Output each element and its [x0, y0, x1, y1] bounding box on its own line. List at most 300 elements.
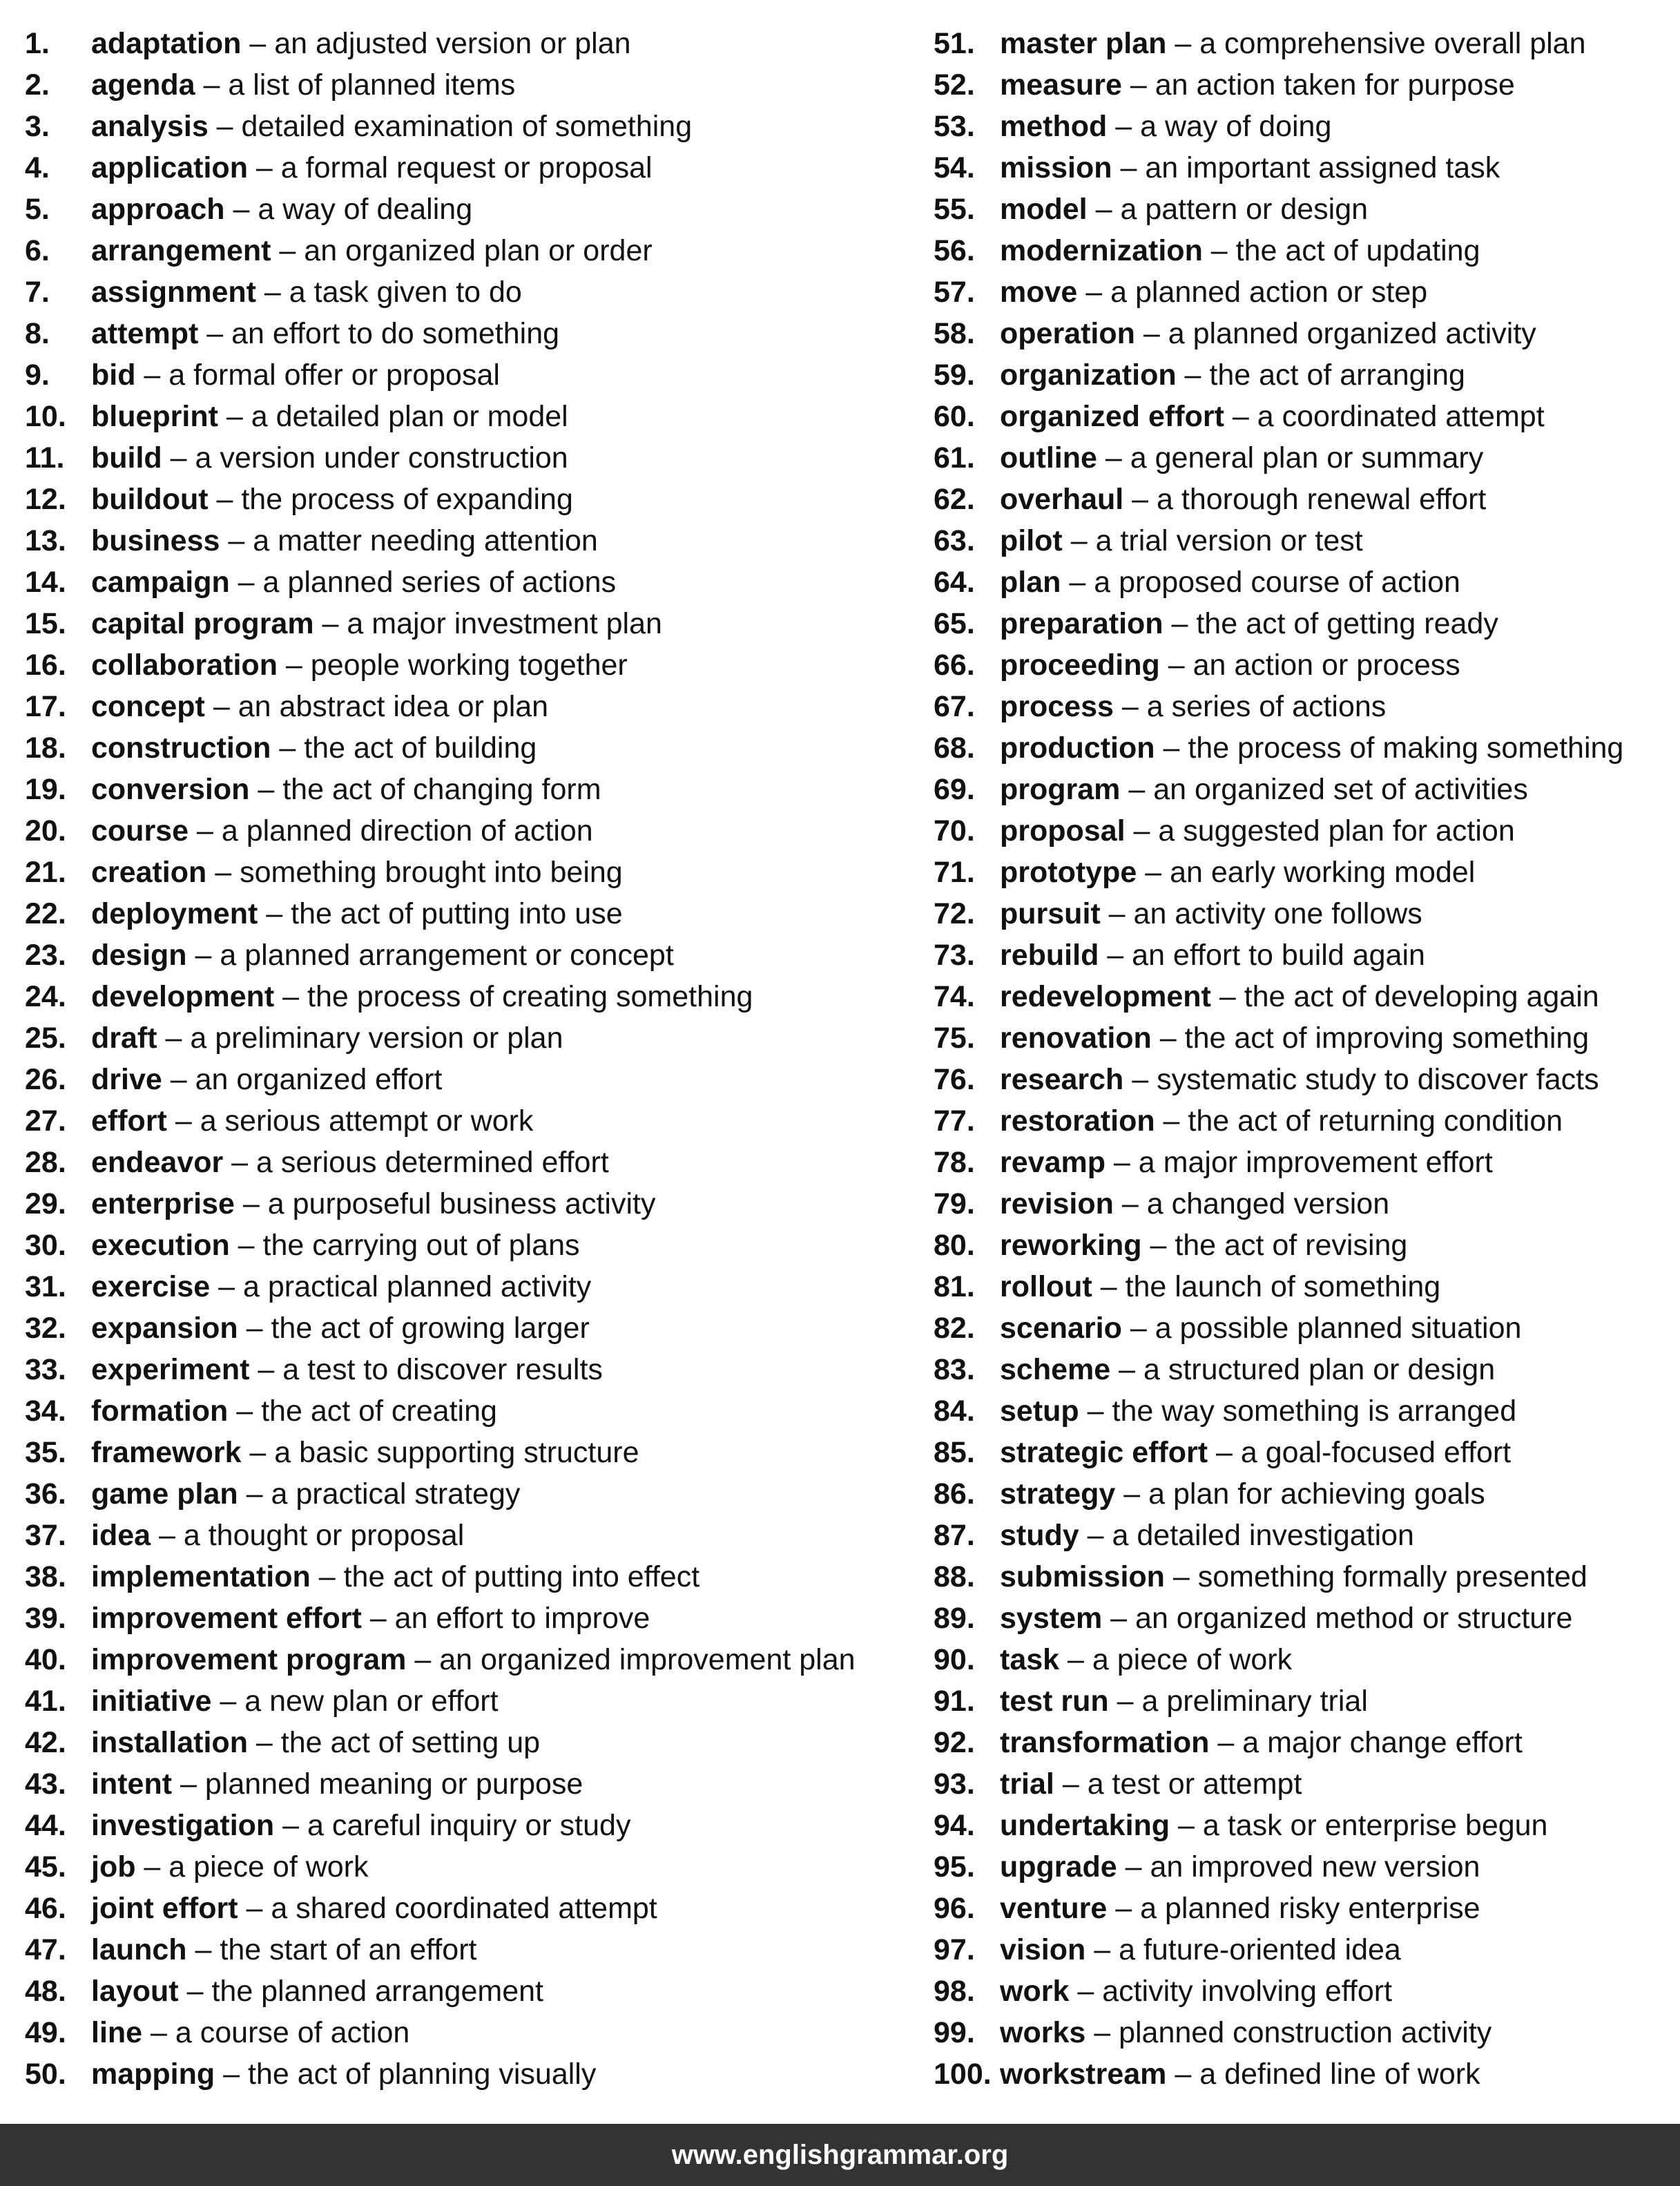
- item-definition: an important assigned task: [1145, 151, 1500, 184]
- item-term: initiative: [91, 1685, 212, 1718]
- item-separator: –: [249, 1353, 283, 1386]
- item-number: 64.: [934, 566, 975, 599]
- item-number: 81.: [934, 1270, 975, 1303]
- item-term: submission: [1000, 1560, 1165, 1593]
- list-item: [934, 1432, 1672, 1473]
- item-number: 82.: [934, 1312, 975, 1345]
- list-item: [25, 1349, 909, 1390]
- item-term: operation: [1000, 317, 1135, 350]
- list-item: [934, 479, 1672, 520]
- item-separator: –: [1110, 1353, 1143, 1386]
- item-number: 46.: [25, 1892, 66, 1925]
- item-definition: a shared coordinated attempt: [271, 1892, 657, 1925]
- item-term: mission: [1000, 151, 1112, 184]
- item-separator: –: [206, 856, 240, 889]
- item-term: pursuit: [1000, 897, 1101, 930]
- item-definition: the planned arrangement: [211, 1975, 543, 2008]
- item-separator: –: [277, 649, 311, 682]
- item-definition: the act of getting ready: [1196, 607, 1498, 640]
- item-number: 85.: [934, 1436, 975, 1469]
- list-item: [934, 520, 1672, 562]
- item-term: works: [1000, 2016, 1086, 2049]
- item-separator: –: [1079, 1394, 1112, 1428]
- list-item: [25, 686, 909, 727]
- item-term: master plan: [1000, 27, 1167, 60]
- item-term: transformation: [1000, 1726, 1210, 1759]
- list-item: [934, 271, 1672, 313]
- list-item: [934, 893, 1672, 934]
- list-item: [934, 603, 1672, 644]
- item-term: vision: [1000, 1933, 1086, 1966]
- item-number: 59.: [934, 358, 975, 392]
- item-number: 91.: [934, 1685, 975, 1718]
- item-term: workstream: [1000, 2058, 1167, 2091]
- item-term: attempt: [91, 317, 199, 350]
- item-definition: a task given to do: [289, 276, 522, 309]
- list-item: [934, 396, 1672, 437]
- item-definition: a series of actions: [1146, 690, 1387, 723]
- item-number: 3.: [25, 110, 50, 143]
- item-separator: –: [1123, 1063, 1157, 1096]
- item-number: 26.: [25, 1063, 66, 1096]
- item-term: work: [1000, 1975, 1070, 2008]
- item-separator: –: [1163, 607, 1197, 640]
- item-term: game plan: [91, 1477, 238, 1511]
- item-definition: a trial version or test: [1095, 524, 1363, 557]
- item-term: rollout: [1000, 1270, 1092, 1303]
- item-term: application: [91, 151, 248, 184]
- list-item: [25, 479, 909, 520]
- item-separator: –: [241, 1436, 275, 1469]
- list-item: [934, 1390, 1672, 1432]
- list-item: [934, 1639, 1672, 1680]
- footer-url[interactable]: www.englishgrammar.org: [671, 2140, 1009, 2170]
- item-definition: a way of doing: [1140, 110, 1332, 143]
- item-separator: –: [249, 773, 283, 806]
- word-list-left-column: [25, 23, 909, 2095]
- item-number: 78.: [934, 1146, 975, 1179]
- item-separator: –: [1224, 400, 1257, 433]
- item-number: 73.: [934, 939, 975, 972]
- item-separator: –: [151, 1519, 184, 1552]
- item-term: capital program: [91, 607, 314, 640]
- item-separator: –: [1107, 110, 1141, 143]
- item-term: investigation: [91, 1809, 275, 1842]
- item-term: organized effort: [1000, 400, 1224, 433]
- item-separator: –: [1085, 1933, 1119, 1966]
- item-number: 45.: [25, 1850, 66, 1883]
- item-separator: –: [210, 1270, 243, 1303]
- item-definition: something formally presented: [1197, 1560, 1587, 1593]
- item-number: 52.: [934, 68, 975, 102]
- item-term: prototype: [1000, 856, 1137, 889]
- item-definition: a matter needing attention: [253, 524, 598, 557]
- list-item: [25, 603, 909, 644]
- item-number: 53.: [934, 110, 975, 143]
- list-item: [25, 1142, 909, 1183]
- item-number: 92.: [934, 1726, 975, 1759]
- list-item: [25, 810, 909, 852]
- item-number: 49.: [25, 2016, 66, 2049]
- item-definition: a serious determined effort: [256, 1146, 609, 1179]
- list-item: [25, 1266, 909, 1307]
- item-number: 17.: [25, 690, 66, 723]
- list-item: [25, 562, 909, 603]
- item-separator: –: [1102, 1602, 1136, 1635]
- list-item: [25, 976, 909, 1017]
- item-term: reworking: [1000, 1229, 1142, 1262]
- item-term: redevelopment: [1000, 980, 1211, 1013]
- item-number: 42.: [25, 1726, 66, 1759]
- item-definition: a changed version: [1146, 1187, 1390, 1220]
- item-term: trial: [1000, 1767, 1054, 1801]
- list-item: [934, 1100, 1672, 1142]
- item-number: 50.: [25, 2058, 66, 2091]
- item-term: effort: [91, 1104, 167, 1138]
- item-term: scheme: [1000, 1353, 1111, 1386]
- item-definition: the launch of something: [1125, 1270, 1441, 1303]
- item-number: 54.: [934, 151, 975, 184]
- list-item: [934, 769, 1672, 810]
- list-item: [25, 1556, 909, 1598]
- item-number: 33.: [25, 1353, 66, 1386]
- list-item: [934, 1929, 1672, 1971]
- list-item: [934, 1722, 1672, 1763]
- list-item: [934, 1349, 1672, 1390]
- item-separator: –: [1113, 1187, 1147, 1220]
- item-definition: the act of arranging: [1209, 358, 1465, 392]
- item-separator: –: [238, 1312, 271, 1345]
- item-definition: a purposeful business activity: [267, 1187, 656, 1220]
- item-separator: –: [1135, 317, 1168, 350]
- item-term: exercise: [91, 1270, 211, 1303]
- item-separator: –: [1108, 1685, 1142, 1718]
- item-separator: –: [1166, 2058, 1200, 2091]
- item-number: 44.: [25, 1809, 66, 1842]
- item-separator: –: [258, 897, 291, 930]
- item-term: framework: [91, 1436, 242, 1469]
- word-list-right-column: [934, 23, 1672, 2095]
- item-separator: –: [247, 1726, 281, 1759]
- item-number: 96.: [934, 1892, 975, 1925]
- list-item: [25, 313, 909, 354]
- item-separator: –: [313, 607, 347, 640]
- item-separator: –: [157, 1022, 191, 1055]
- item-term: production: [1000, 731, 1155, 765]
- item-term: collaboration: [91, 649, 278, 682]
- item-number: 84.: [934, 1394, 975, 1428]
- item-definition: the act of changing form: [282, 773, 601, 806]
- item-term: expansion: [91, 1312, 238, 1345]
- list-item: [25, 1432, 909, 1473]
- item-separator: –: [1209, 1726, 1243, 1759]
- item-separator: –: [1164, 1560, 1198, 1593]
- item-definition: a comprehensive overall plan: [1199, 27, 1586, 60]
- item-number: 76.: [934, 1063, 975, 1096]
- list-item: [25, 147, 909, 189]
- item-term: test run: [1000, 1685, 1109, 1718]
- list-item: [25, 1225, 909, 1266]
- list-item: [934, 934, 1672, 976]
- item-term: revision: [1000, 1187, 1114, 1220]
- item-definition: the way something is arranged: [1112, 1394, 1517, 1428]
- item-separator: –: [1099, 939, 1132, 972]
- item-separator: –: [220, 524, 253, 557]
- item-term: concept: [91, 690, 205, 723]
- item-number: 35.: [25, 1436, 66, 1469]
- item-number: 94.: [934, 1809, 975, 1842]
- list-item: [934, 810, 1672, 852]
- item-number: 98.: [934, 1975, 975, 2008]
- item-separator: –: [215, 2058, 248, 2091]
- item-separator: –: [1202, 234, 1236, 267]
- item-term: scenario: [1000, 1312, 1122, 1345]
- item-number: 21.: [25, 856, 66, 889]
- item-definition: the act of updating: [1235, 234, 1480, 267]
- list-item: [934, 313, 1672, 354]
- item-separator: –: [1061, 566, 1094, 599]
- list-item: [25, 852, 909, 893]
- item-term: strategic effort: [1000, 1436, 1208, 1469]
- item-separator: –: [255, 276, 289, 309]
- item-number: 37.: [25, 1519, 66, 1552]
- item-definition: the start of an effort: [220, 1933, 477, 1966]
- item-definition: a piece of work: [168, 1850, 369, 1883]
- list-item: [25, 769, 909, 810]
- item-definition: a possible planned situation: [1155, 1312, 1522, 1345]
- item-definition: a version under construction: [195, 441, 568, 474]
- item-term: build: [91, 441, 162, 474]
- list-item: [25, 520, 909, 562]
- item-term: arrangement: [91, 234, 271, 267]
- item-separator: –: [1159, 649, 1193, 682]
- item-definition: a list of planned items: [228, 68, 516, 102]
- item-definition: an organized improvement plan: [439, 1643, 856, 1676]
- item-separator: –: [1155, 731, 1188, 765]
- item-separator: –: [310, 1560, 344, 1593]
- item-definition: systematic study to discover facts: [1157, 1063, 1599, 1096]
- item-number: 80.: [934, 1229, 975, 1262]
- footer-bar: [0, 2124, 1680, 2186]
- item-separator: –: [1113, 690, 1147, 723]
- item-term: upgrade: [1000, 1850, 1117, 1883]
- list-item: [25, 354, 909, 396]
- item-term: creation: [91, 856, 207, 889]
- item-separator: –: [1115, 1477, 1149, 1511]
- item-definition: the carrying out of plans: [262, 1229, 580, 1262]
- item-definition: an activity one follows: [1133, 897, 1422, 930]
- list-item: [25, 893, 909, 934]
- item-term: intent: [91, 1767, 173, 1801]
- item-definition: a planned action or step: [1110, 276, 1428, 309]
- item-definition: a practical planned activity: [242, 1270, 592, 1303]
- item-term: installation: [91, 1726, 248, 1759]
- item-definition: a careful inquiry or study: [307, 1809, 631, 1842]
- list-item: [25, 1971, 909, 2012]
- item-definition: an adjusted version or plan: [274, 27, 631, 60]
- list-item: [934, 1183, 1672, 1225]
- item-number: 56.: [934, 234, 975, 267]
- item-definition: a proposed course of action: [1094, 566, 1460, 599]
- item-separator: –: [1155, 1104, 1188, 1138]
- item-term: research: [1000, 1063, 1124, 1096]
- item-number: 62.: [934, 483, 975, 516]
- item-term: venture: [1000, 1892, 1108, 1925]
- item-separator: –: [223, 1146, 257, 1179]
- item-definition: the act of building: [304, 731, 537, 765]
- list-item: [934, 1059, 1672, 1100]
- item-number: 30.: [25, 1229, 66, 1262]
- list-item: [25, 644, 909, 686]
- list-item: [934, 562, 1672, 603]
- item-number: 47.: [25, 1933, 66, 1966]
- item-separator: –: [1141, 1229, 1175, 1262]
- item-definition: a major change effort: [1242, 1726, 1523, 1759]
- item-definition: a defined line of work: [1199, 2058, 1480, 2091]
- list-item: [934, 106, 1672, 147]
- item-definition: a suggested plan for action: [1158, 814, 1515, 847]
- item-term: deployment: [91, 897, 258, 930]
- item-term: joint effort: [91, 1892, 238, 1925]
- item-number: 39.: [25, 1602, 66, 1635]
- item-number: 10.: [25, 400, 66, 433]
- item-separator: –: [1121, 1312, 1155, 1345]
- item-number: 79.: [934, 1187, 975, 1220]
- item-term: restoration: [1000, 1104, 1155, 1138]
- item-term: business: [91, 524, 220, 557]
- list-item: [934, 727, 1672, 769]
- item-term: drive: [91, 1063, 162, 1096]
- item-separator: –: [229, 566, 263, 599]
- item-term: construction: [91, 731, 271, 765]
- list-item: [934, 64, 1672, 106]
- item-definition: a formal offer or proposal: [168, 358, 500, 392]
- item-number: 58.: [934, 317, 975, 350]
- item-definition: a plan for achieving goals: [1148, 1477, 1485, 1511]
- list-item: [934, 1017, 1672, 1059]
- item-number: 86.: [934, 1477, 975, 1511]
- item-term: course: [91, 814, 189, 847]
- item-number: 20.: [25, 814, 66, 847]
- item-number: 100.: [934, 2058, 992, 2091]
- item-term: task: [1000, 1643, 1060, 1676]
- item-number: 74.: [934, 980, 975, 1013]
- item-term: job: [91, 1850, 136, 1883]
- item-number: 87.: [934, 1519, 975, 1552]
- item-separator: –: [208, 110, 242, 143]
- item-term: strategy: [1000, 1477, 1116, 1511]
- item-number: 69.: [934, 773, 975, 806]
- list-item: [25, 1017, 909, 1059]
- item-separator: –: [166, 1104, 200, 1138]
- item-term: process: [1000, 690, 1114, 723]
- item-term: improvement effort: [91, 1602, 362, 1635]
- item-definition: an abstract idea or plan: [238, 690, 549, 723]
- item-separator: –: [1125, 814, 1159, 847]
- item-number: 89.: [934, 1602, 975, 1635]
- item-separator: –: [195, 68, 229, 102]
- item-definition: a thorough renewal effort: [1157, 483, 1487, 516]
- item-separator: –: [1079, 1519, 1112, 1552]
- list-item: [934, 1763, 1672, 1805]
- list-item: [25, 1183, 909, 1225]
- list-item: [934, 1473, 1672, 1515]
- list-item: [934, 1266, 1672, 1307]
- item-separator: –: [1062, 524, 1096, 557]
- item-definition: a formal request or proposal: [280, 151, 653, 184]
- item-separator: –: [1121, 68, 1155, 102]
- item-separator: –: [1151, 1022, 1185, 1055]
- item-separator: –: [1105, 1146, 1139, 1179]
- item-separator: –: [1100, 897, 1134, 930]
- item-number: 90.: [934, 1643, 975, 1676]
- item-number: 99.: [934, 2016, 975, 2049]
- item-term: setup: [1000, 1394, 1079, 1428]
- item-term: move: [1000, 276, 1078, 309]
- item-number: 65.: [934, 607, 975, 640]
- item-number: 43.: [25, 1767, 66, 1801]
- item-term: execution: [91, 1229, 230, 1262]
- item-definition: a planned series of actions: [262, 566, 617, 599]
- item-number: 32.: [25, 1312, 66, 1345]
- item-number: 55.: [934, 193, 975, 226]
- item-separator: –: [1097, 441, 1130, 474]
- item-number: 72.: [934, 897, 975, 930]
- list-item: [25, 437, 909, 479]
- list-item: [25, 1059, 909, 1100]
- item-definition: a test or attempt: [1087, 1767, 1302, 1801]
- item-number: 25.: [25, 1022, 66, 1055]
- item-separator: –: [1054, 1767, 1088, 1801]
- item-separator: –: [186, 939, 220, 972]
- item-definition: a future-oriented idea: [1119, 1933, 1401, 1966]
- item-number: 19.: [25, 773, 66, 806]
- item-definition: the process of expanding: [241, 483, 573, 516]
- item-term: mapping: [91, 2058, 215, 2091]
- item-definition: the act of returning condition: [1188, 1104, 1563, 1138]
- item-term: method: [1000, 110, 1108, 143]
- list-item: [934, 2053, 1672, 2095]
- item-number: 88.: [934, 1560, 975, 1593]
- item-definition: an improved new version: [1150, 1850, 1480, 1883]
- item-term: undertaking: [1000, 1809, 1170, 1842]
- item-number: 9.: [25, 358, 50, 392]
- item-number: 11.: [25, 441, 65, 474]
- list-item: [25, 1680, 909, 1722]
- item-term: bid: [91, 358, 136, 392]
- item-separator: –: [142, 2016, 175, 2049]
- item-term: approach: [91, 193, 225, 226]
- list-item: [25, 23, 909, 64]
- item-number: 8.: [25, 317, 50, 350]
- item-number: 12.: [25, 483, 66, 516]
- item-separator: –: [1117, 1850, 1150, 1883]
- item-number: 28.: [25, 1146, 66, 1179]
- item-number: 2.: [25, 68, 50, 102]
- item-separator: –: [271, 234, 305, 267]
- item-definition: a planned arrangement or concept: [220, 939, 674, 972]
- list-item: [934, 354, 1672, 396]
- item-number: 71.: [934, 856, 975, 889]
- item-term: assignment: [91, 276, 256, 309]
- item-term: system: [1000, 1602, 1103, 1635]
- list-item: [934, 1307, 1672, 1349]
- list-item: [25, 64, 909, 106]
- list-item: [25, 1888, 909, 1929]
- list-item: [934, 1888, 1672, 1929]
- item-term: endeavor: [91, 1146, 224, 1179]
- item-separator: –: [1069, 1975, 1103, 2008]
